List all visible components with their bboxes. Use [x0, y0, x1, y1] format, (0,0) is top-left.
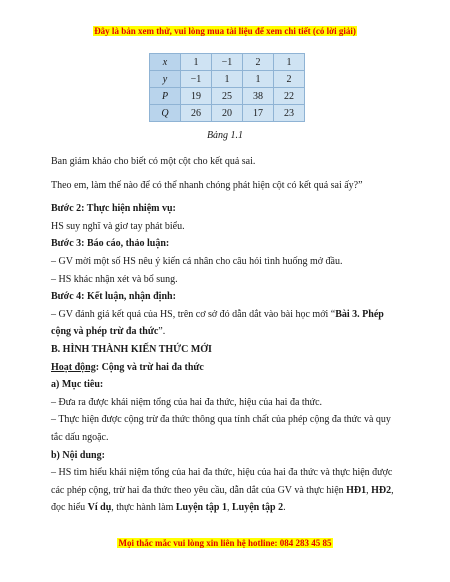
table-cell: −1 — [181, 71, 212, 88]
lesson-title: Bài 3. Phép cộng và phép trừ đa thức — [51, 308, 384, 338]
data-table — [149, 53, 305, 122]
table-cell: 2 — [243, 54, 274, 71]
table-row-header: P — [150, 88, 181, 105]
table-cell: 22 — [274, 88, 305, 105]
table-cell: 2 — [274, 71, 305, 88]
table-cell: 17 — [243, 105, 274, 122]
table-cell: 20 — [212, 105, 243, 122]
activity-heading: Hoạt động: Cộng và trừ hai đa thức — [51, 361, 204, 373]
table-row — [150, 88, 305, 105]
section-heading: B. HÌNH THÀNH KIẾN THỨC MỚI — [51, 343, 212, 355]
hotline-banner-text: Mọi thắc mắc vui lòng xin liên hệ hotline: 084 283 45 85 — [118, 538, 332, 548]
paragraph: – HS tìm hiểu khái niệm tổng của hai đa thức, hiệu của hai đa thức và thực hiện được các phép cộng, trừ hai đa thức theo yêu cầu, dẫn dắt của GV và thực hiện HĐ1, HĐ2, đọc hiểu Ví dụ, thực hành làm Luyện tập 1, Luyện tập 2. — [51, 467, 394, 514]
goal-heading: a) Mục tiêu: — [51, 379, 104, 391]
table-row — [150, 54, 305, 71]
table-cell: 19 — [181, 88, 212, 105]
step4-heading: Bước 4: Kết luận, nhận định: — [51, 291, 176, 303]
preview-banner-text: Đây là bản xem thử, vui lòng mua tài liệu để xem chi tiết (có lời giải) — [94, 26, 356, 36]
step2-heading: Bước 2: Thực hiện nhiệm vụ: — [51, 203, 176, 215]
document-body — [51, 153, 403, 517]
table-cell: 1 — [181, 54, 212, 71]
content-heading: b) Nội dung: — [51, 449, 105, 461]
paragraph: – GV đánh giá kết quả của HS, trên cơ sở đó dẫn dắt vào bài học mới “Bài 3. Phép cộng và phép trừ đa thức”. — [51, 308, 384, 338]
table-cell: 38 — [243, 88, 274, 105]
table-cell: 25 — [212, 88, 243, 105]
table-caption: Bảng 1.1 — [206, 130, 244, 141]
table-cell: 1 — [243, 71, 274, 88]
preview-banner — [0, 26, 450, 37]
table-cell: −1 — [212, 54, 243, 71]
table-cell: 1 — [274, 54, 305, 71]
table-cell: 26 — [181, 105, 212, 122]
paragraph: – Đưa ra được khái niệm tổng của hai đa thức, hiệu của hai đa thức. — [51, 396, 323, 408]
paragraph: Ban giám khảo cho biết có một cột cho kết quả sai. — [51, 156, 256, 167]
table-cell: 23 — [274, 105, 305, 122]
paragraph: – HS khác nhận xét và bổ sung. — [51, 273, 178, 285]
paragraph: HS suy nghĩ và giơ tay phát biểu. — [51, 220, 185, 232]
paragraph: Theo em, làm thế nào để có thể nhanh chóng phát hiện cột có kết quả sai ấy?” — [51, 179, 363, 191]
paragraph: – GV mời một số HS nêu ý kiến cá nhân cho câu hỏi tình huống mở đầu. — [51, 255, 343, 267]
step3-heading: Bước 3: Báo cáo, thảo luận: — [51, 238, 170, 250]
table-row-header: x — [150, 54, 181, 71]
hotline-banner — [0, 538, 450, 549]
table-row — [150, 71, 305, 88]
table-cell: 1 — [212, 71, 243, 88]
table-row — [150, 105, 305, 122]
table-row-header: Q — [150, 105, 181, 122]
paragraph: – Thực hiện được cộng trừ đa thức thông qua tính chất của phép cộng đa thức và quy tắc dấu ngoặc. — [51, 414, 391, 443]
table-row-header: y — [150, 71, 181, 88]
